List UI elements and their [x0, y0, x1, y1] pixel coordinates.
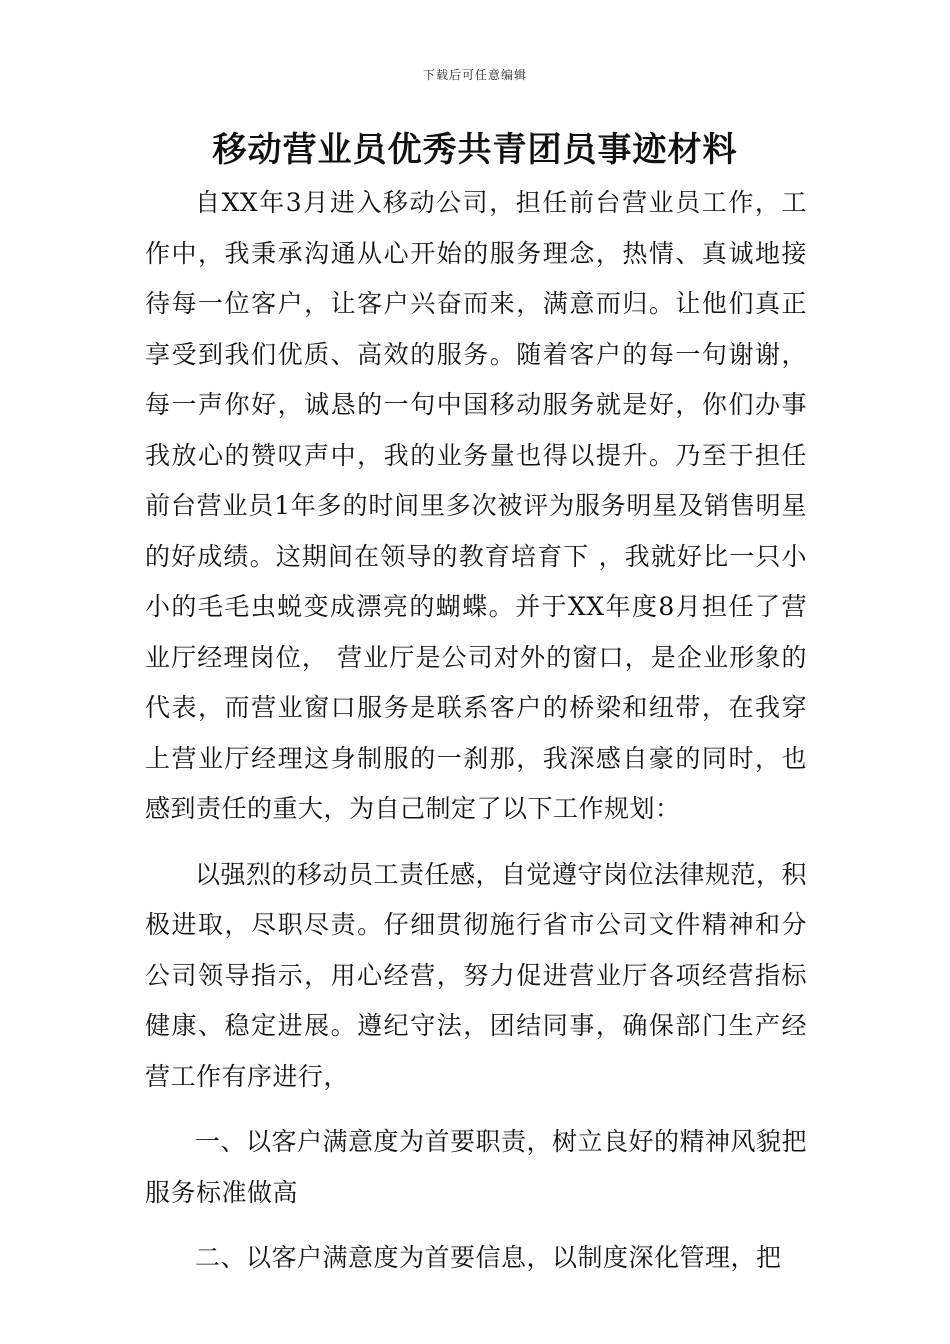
body-paragraph-2: 以强烈的移动员工责任感，自觉遵守岗位法律规范，积极进取，尽职尽责。仔细贯彻施行省市公司文件精神和分公司领导指示，用心经营，努力促进营业厅各项经营指标健康、稳定进展。遵纪守法，团结同事，确保部门生产经营工作有序进行，	[145, 859, 808, 1091]
body-paragraph-4: 二、以客户满意度为首要信息，以制度深化管理，把	[195, 1243, 782, 1272]
document-title: 移动营业员优秀共青团员事迹材料	[212, 130, 738, 170]
document-body	[145, 178, 807, 1284]
body-paragraph-1: 自XX年3月进入移动公司，担任前台营业员工作，工作中，我秉承沟通从心开始的服务理念，热情、真诚地接待每一位客户，让客户兴奋而来，满意而归。让他们真正享受到我们优质、高效的服务。随着客户的每一句谢谢，每一声你好，诚恳的一句中国移动服务就是好，你们办事我放心的赞叹声中，我的业务量也得以提升。乃至于担任前台营业员1年多的时间里多次被评为服务明星及销售明星的好成绩。这期间在领导的教育培育下 ，我就好比一只小小的毛毛虫蜕变成漂亮的蝴蝶。并于XX年度8月担任了营业厅经理岗位， 营业厅是公司对外的窗口，是企业形象的代表，而营业窗口服务是联系客户的桥梁和纽带，在我穿上营业厅经理这身制服的一刹那，我深感自豪的同时，也感到责任的重大，为自己制定了以下工作规划：	[145, 188, 807, 823]
header-note: 下载后可任意编辑	[422, 68, 527, 82]
body-paragraph-3: 一、以客户满意度为首要职责，树立良好的精神风貌把服务标准做高	[145, 1127, 808, 1207]
